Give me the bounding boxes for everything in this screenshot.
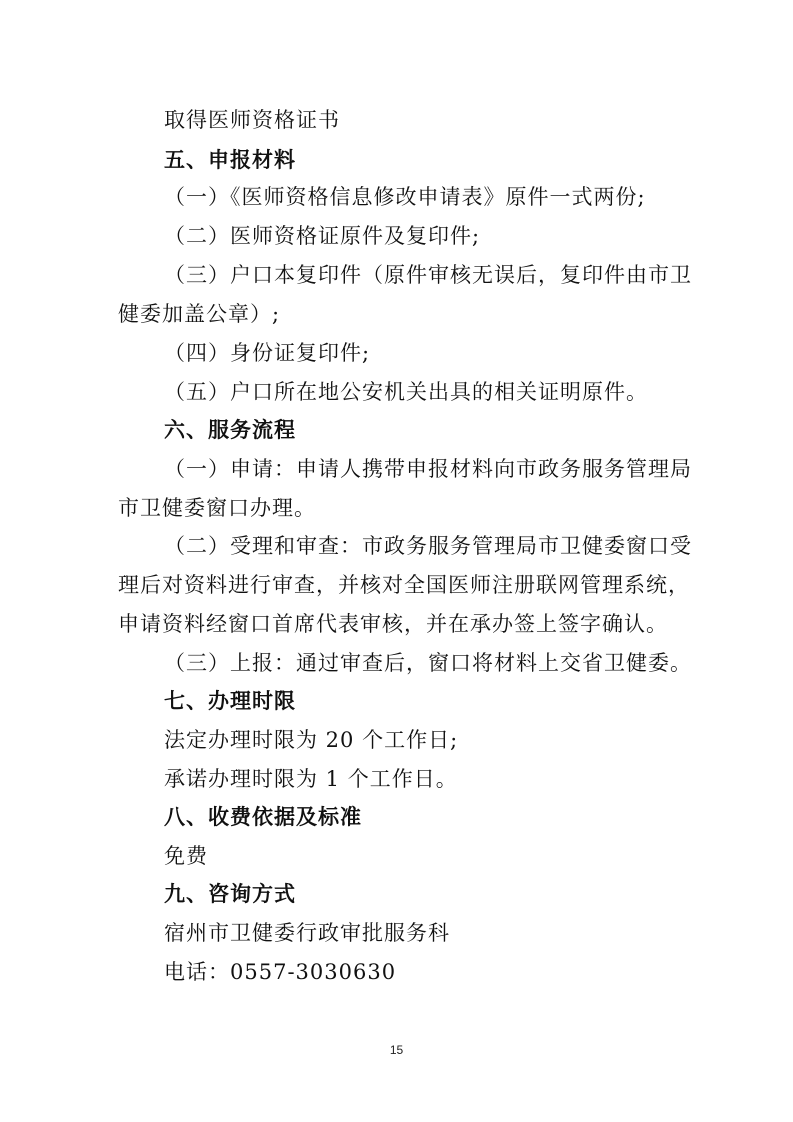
- text-line-promised-limit: 承诺办理时限为 1 个工作日。: [164, 767, 458, 791]
- text-line-material-4: （四）身份证复印件;: [164, 341, 371, 365]
- section-heading-fees: 八、收费依据及标准: [164, 805, 362, 829]
- section-heading-process: 六、服务流程: [164, 418, 296, 442]
- text-line-material-5: （五）户口所在地公安机关出具的相关证明原件。: [164, 380, 648, 404]
- text-line-requirement: 取得医师资格证书: [164, 108, 340, 132]
- page-number: 15: [389, 1043, 404, 1057]
- text-line-process-2: （二）受理和审查：市政务服务管理局市卫健委窗口受: [164, 534, 692, 558]
- text-line-fee-free: 免费: [164, 844, 208, 868]
- text-line-process-1-cont: 市卫健委窗口办理。: [118, 496, 316, 520]
- text-line-statutory-limit: 法定办理时限为 20 个工作日;: [164, 728, 459, 752]
- section-heading-consultation: 九、咨询方式: [164, 882, 296, 906]
- text-line-material-3: （三）户口本复印件（原件审核无误后，复印件由市卫: [164, 263, 692, 287]
- text-line-process-2-cont-1: 理后对资料进行审查，并核对全国医师注册联网管理系统，: [118, 573, 690, 597]
- text-line-material-3-cont: 健委加盖公章）;: [118, 302, 281, 326]
- text-line-process-3: （三）上报：通过审查后，窗口将材料上交省卫健委。: [164, 651, 692, 675]
- text-line-material-2: （二）医师资格证原件及复印件;: [164, 224, 481, 248]
- text-line-department: 宿州市卫健委行政审批服务科: [164, 921, 450, 945]
- text-line-process-1: （一）申请：申请人携带申报材料向市政务服务管理局: [164, 457, 692, 481]
- text-line-process-2-cont-2: 申请资料经窗口首席代表审核，并在承办签上签字确认。: [118, 612, 668, 636]
- text-line-material-1: （一）《医师资格信息修改申请表》原件一式两份;: [164, 185, 646, 209]
- section-heading-time-limit: 七、办理时限: [164, 689, 296, 713]
- text-line-phone: 电话：0557-3030630: [164, 960, 397, 984]
- section-heading-materials: 五、申报材料: [164, 148, 296, 172]
